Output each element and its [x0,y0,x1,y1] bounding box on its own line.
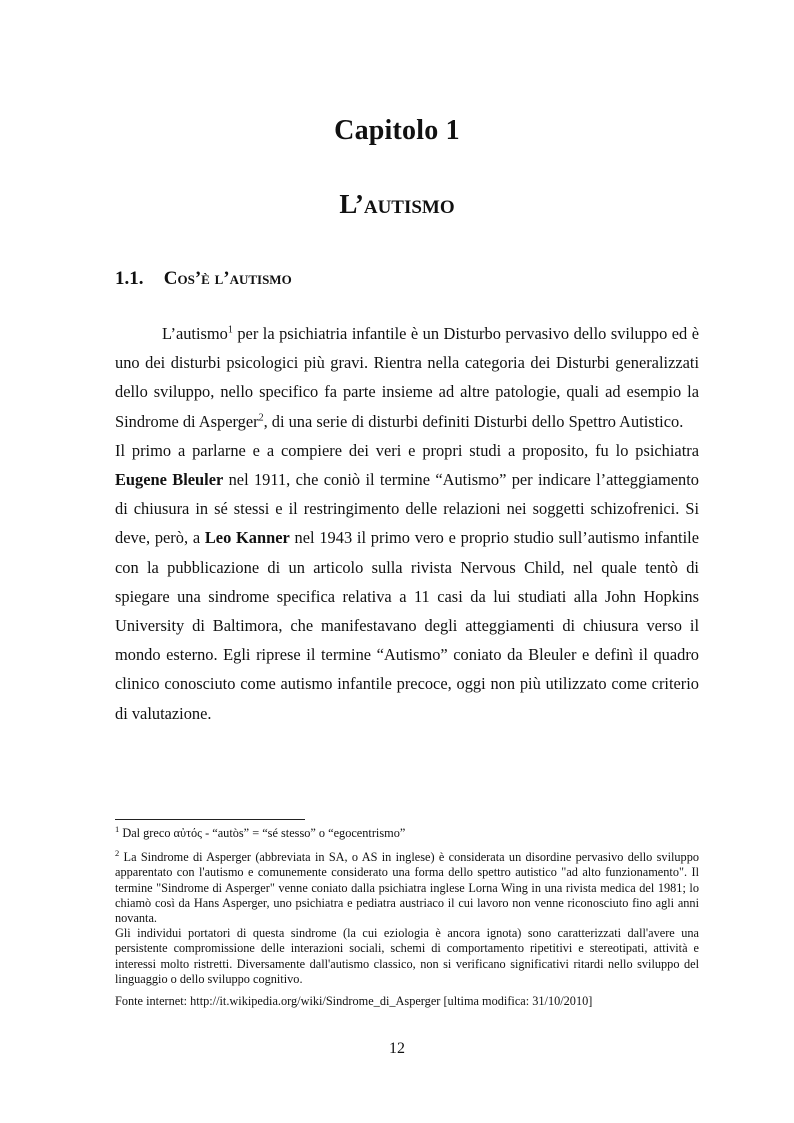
body-text [115,319,699,728]
paragraph-2-part-c: nel 1943 il primo vero e proprio studio sull’autismo infantile con la pubblicazione di un articolo sulla rivista Nervous Child, nel quale tentò di spiegare una sindrome specifica relativa a 11 casi da lui studiati alla John Hopkins University di Baltimora, che manifestavano degli atteggiamenti di chiusura verso il mondo esterno. Egli riprese il termine “Autismo” coniato da Bleuler e definì il quadro clinico conosciuto come autismo infantile precoce, oggi non più utilizzato come criterio di valutazione. [115,528,699,723]
footnote-2-continued: Gli individui portatori di questa sindrome (la cui eziologia è ancora ignota) sono caratterizzati dall'avere una persistente compromissione delle interazioni sociali, schemi di comportamento ripetitivi e stereotipati, attività e interessi molto ristretti. Diversamente dall'autismo classico, non si verificano significativi ritardi nello sviluppo del linguaggio o dello sviluppo cognitivo. [115,926,699,986]
section-title-rest: os’è l’autismo [177,268,292,289]
chapter-label: Capitolo 1 [334,115,460,146]
footnote-ref-1: 1 [227,324,233,336]
section-heading [115,266,292,292]
footnote-source: Fonte internet: http://it.wikipedia.org/wiki/Sindrome_di_Asperger [ultima modifica: 31/10/2010] [115,994,593,1009]
paragraph-1-part-b: per la psichiatria infantile è un Disturbo pervasivo dello sviluppo ed è uno dei disturbi psicologici più gravi. Rientra nella categoria dei Disturbi generalizzati dello sviluppo, nello specifico fa parte insieme ad altre patologie, quali ad esempio la Sindrome di Asperger [115,324,699,431]
name-eugene-bleuler: Eugene Bleuler [115,470,224,490]
footnote-2-mark: 2 [115,848,120,859]
footnote-2 [115,850,699,926]
paragraph-1 [115,319,699,436]
name-leo-kanner: Leo Kanner [204,528,290,548]
footnote-1-mark: 1 [115,823,120,834]
section-title [164,268,292,289]
footnote-1-text: Dal greco αὐτός - “autòs” = “sé stesso” o “egocentrismo” [119,826,406,840]
paragraph-1-part-c: , di una serie di disturbi definiti Disturbi dello Spettro Autistico. [263,411,684,431]
footnote-separator [115,819,305,820]
footnote-1 [115,823,699,841]
footnotes [115,823,699,1009]
section-title-initial: C [163,268,178,289]
paragraph-2-part-a: Il primo a parlarne e a compiere dei veri e propri studi a proposito, fu lo psichiatra [115,440,699,460]
footnote-ref-2: 2 [258,412,264,424]
chapter-title [0,188,794,220]
paragraph-1-part-a: L’autismo [162,324,228,343]
page-number: 12 [389,1040,405,1057]
chapter-title-initial: L’ [339,189,364,219]
section-number: 1.1. [115,268,144,289]
footnote-2-text: La Sindrome di Asperger (abbreviata in SA, o AS in inglese) è considerata un disordine pervasivo dello sviluppo apparentato con l'autismo e comunemente considerato una forma dello spettro autistico "ad alto funzionamento". Il termine "Sindrome di Asperger" venne coniato dalla psichiatra inglese Lorna Wing in una rivista medica del 1981; lo chiamò così da Hans Asperger, uno psichiatra e pediatra austriaco il cui lavoro non venne riconosciuto fino agli anni novanta. [115,850,699,926]
chapter-title-rest: autismo [363,189,455,219]
paragraph-2-part-b: nel 1911, che coniò il termine “Autismo” per indicare l’atteggiamento di chiusura in sé stessi e il restringimento delle relazioni nei soggetti schizofrenici. Si deve, però, a [115,470,699,548]
paragraph-2 [115,436,699,728]
